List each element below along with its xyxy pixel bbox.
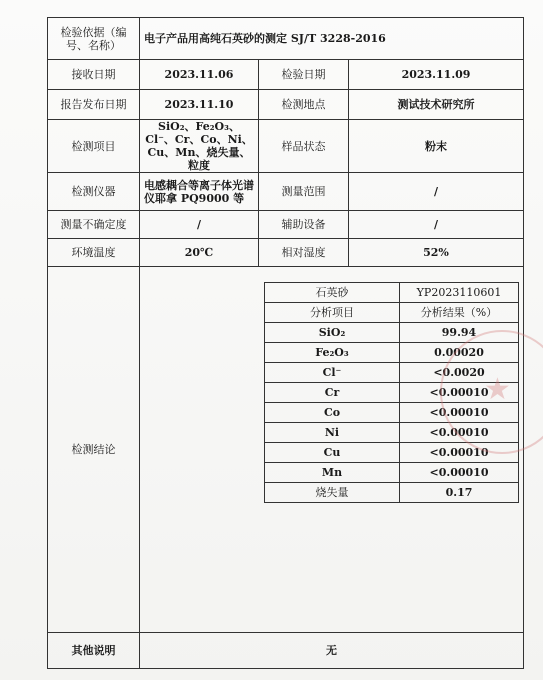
location-value: 测试技术研究所 [349, 90, 524, 120]
col-result-header: 分析结果（%） [400, 303, 519, 323]
seal-star-icon: ★ [484, 372, 511, 407]
sample-state-value: 粉末 [349, 120, 524, 173]
result-value: 99.94 [400, 323, 519, 343]
temp-label: 环境温度 [48, 239, 140, 267]
result-item: SiO₂ [265, 323, 400, 343]
row-other [48, 633, 524, 669]
report-date-value: 2023.11.10 [140, 90, 259, 120]
test-date-label: 检验日期 [259, 60, 349, 90]
uncertainty-value: / [140, 211, 259, 239]
humidity-label: 相对湿度 [259, 239, 349, 267]
basis-label: 检验依据（编号、名称） [48, 18, 140, 60]
aux-value: / [349, 211, 524, 239]
humidity-value: 52% [349, 239, 524, 267]
other-value: 无 [140, 633, 524, 669]
results-table [264, 282, 519, 503]
row-report [48, 90, 524, 120]
result-item: Fe₂O₃ [265, 343, 400, 363]
result-item: 烧失量 [265, 483, 400, 503]
result-value: <0.00010 [400, 383, 519, 403]
sample-id: YP2023110601 [400, 283, 519, 303]
row-items [48, 120, 524, 173]
result-row [265, 343, 519, 363]
receive-label: 接收日期 [48, 60, 140, 90]
temp-value: 20℃ [140, 239, 259, 267]
result-row [265, 443, 519, 463]
result-item: Mn [265, 463, 400, 483]
result-row [265, 483, 519, 503]
result-row [265, 383, 519, 403]
test-report-table [47, 17, 524, 669]
row-conclusion [48, 267, 524, 633]
result-item: Cl⁻ [265, 363, 400, 383]
row-environment [48, 239, 524, 267]
instrument-label: 检测仪器 [48, 173, 140, 211]
row-dates [48, 60, 524, 90]
items-value: SiO₂、Fe₂O₃、Cl⁻、Cr、Co、Ni、Cu、Mn、烧失量、粒度 [140, 120, 259, 173]
basis-value: 电子产品用高纯石英砂的测定 SJ/T 3228-2016 [140, 18, 524, 60]
result-row [265, 403, 519, 423]
other-label: 其他说明 [48, 633, 140, 669]
result-value: <0.00010 [400, 443, 519, 463]
result-value: <0.00010 [400, 463, 519, 483]
uncertainty-label: 测量不确定度 [48, 211, 140, 239]
location-label: 检测地点 [259, 90, 349, 120]
row-instrument [48, 173, 524, 211]
col-item-header: 分析项目 [265, 303, 400, 323]
items-label: 检测项目 [48, 120, 140, 173]
result-value: <0.00010 [400, 403, 519, 423]
result-row [265, 323, 519, 343]
conclusion-cell [140, 267, 524, 633]
result-item: Ni [265, 423, 400, 443]
conclusion-label: 检测结论 [48, 267, 140, 633]
sample-state-label: 样品状态 [259, 120, 349, 173]
row-basis [48, 18, 524, 60]
result-item: Co [265, 403, 400, 423]
range-label: 测量范围 [259, 173, 349, 211]
result-value: 0.17 [400, 483, 519, 503]
result-row [265, 363, 519, 383]
result-row [265, 423, 519, 443]
result-value: <0.0020 [400, 363, 519, 383]
report-date-label: 报告发布日期 [48, 90, 140, 120]
test-date-value: 2023.11.09 [349, 60, 524, 90]
result-value: 0.00020 [400, 343, 519, 363]
instrument-value: 电感耦合等离子体光谱仪耶拿 PQ9000 等 [140, 173, 259, 211]
result-item: Cr [265, 383, 400, 403]
receive-value: 2023.11.06 [140, 60, 259, 90]
results-column-row [265, 303, 519, 323]
result-row [265, 463, 519, 483]
range-value: / [349, 173, 524, 211]
sample-name: 石英砂 [265, 283, 400, 303]
results-header-row [265, 283, 519, 303]
result-item: Cu [265, 443, 400, 463]
result-value: <0.00010 [400, 423, 519, 443]
aux-label: 辅助设备 [259, 211, 349, 239]
row-uncertainty [48, 211, 524, 239]
